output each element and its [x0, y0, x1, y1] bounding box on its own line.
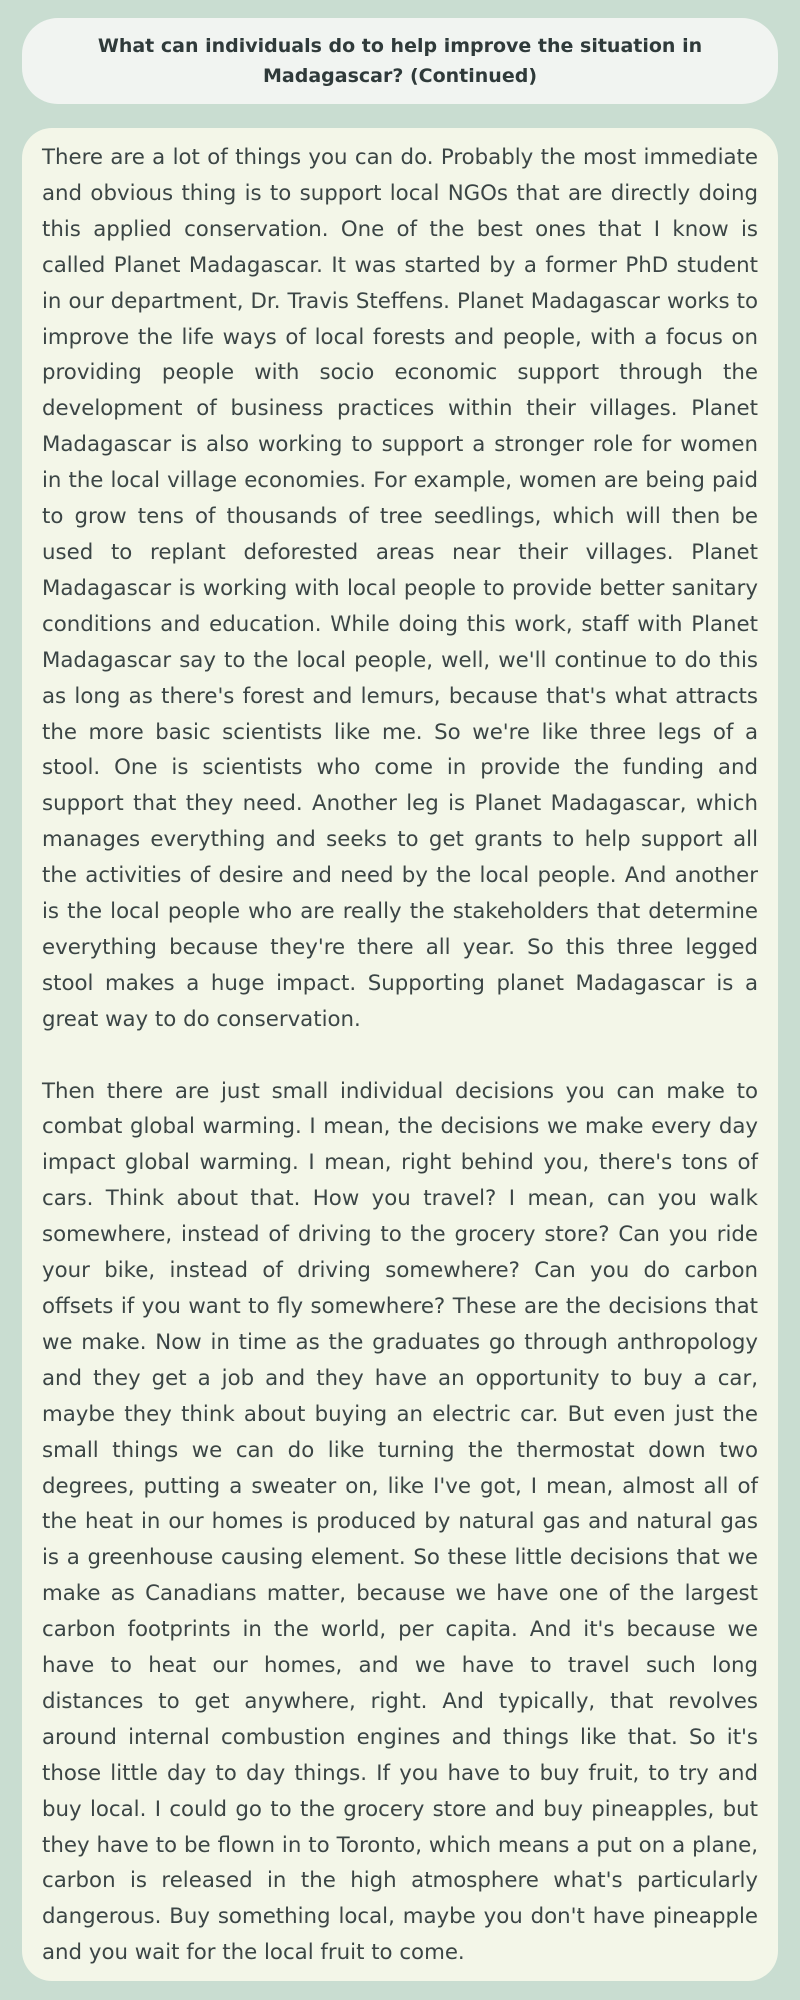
answer-card [22, 128, 778, 1981]
question-title: What can individuals do to help improve the situation in Madagascar? (Continued) [97, 35, 703, 87]
answer-paragraph-2: Then there are just small individual decisions you can make to combat global warming. I mean, the decisions we make every day impact global warming. I mean, right behind you, there's tons of cars. Think about that. How you travel? I mean, can you walk somewhere, instead of driving to the grocery store? Can you ride your bike, instead of driving somewhere? Can you do carbon offsets if you want to fly somewhere? These are the decisions that we make. Now in time as the graduates go through anthropology and they get a job and they have an opportunity to buy a car, maybe they think about buying an electric car. But even just the small things we can do like turning the thermostat down two degrees, putting a sweater on, like I've got, I mean, almost all of the heat in our homes is produced by natural gas and natural gas is a greenhouse causing element. So these little decisions that we make as Canadians matter, because we have one of the largest carbon footprints in the world, per capita. And it's because we have to heat our homes, and we have to travel such long distances to get anywhere, right. And typically, that revolves around internal combustion engines and things like that. So it's those little day to day things. If you have to buy fruit, to try and buy local. I could go to the grocery store and buy pineapples, but they have to be flown in to Toronto, which means a put on a plane, carbon is released in the high atmosphere what's particularly dangerous. Buy something local, maybe you don't have pineapple and you wait for the local fruit to come. [42, 1078, 758, 1966]
answer-paragraph-1: There are a lot of things you can do. Probably the most immediate and obvious thing is to support local NGOs that are directly doing this applied conservation. One of the best ones that I know is called Planet Madagascar. It was started by a former PhD student in our department, Dr. Travis Steffens. Planet Madagascar works to improve the life ways of local forests and people, with a focus on providing people with socio economic support through the development of business practices within their villages. Planet Madagascar is also working to support a stronger role for women in the local village economies. For example, women are being paid to grow tens of thousands of tree seedlings, which will then be used to replant deforested areas near their villages. Planet Madagascar is working with local people to provide better sanitary conditions and education. While doing this work, staff with Planet Madagascar say to the local people, well, we'll continue to do this as long as there's forest and lemurs, because that's what attracts the more basic scientists like me. So we're like three legs of a stool. One is scientists who come in provide the funding and support that they need. Another leg is Planet Madagascar, which manages everything and seeks to get grants to help support all the activities of desire and need by the local people. And another is the local people who are really the stakeholders that determine everything because they're there all year. So this three legged stool makes a huge impact. Supporting planet Madagascar is a great way to do conservation. [42, 145, 758, 1032]
question-header [22, 18, 778, 104]
